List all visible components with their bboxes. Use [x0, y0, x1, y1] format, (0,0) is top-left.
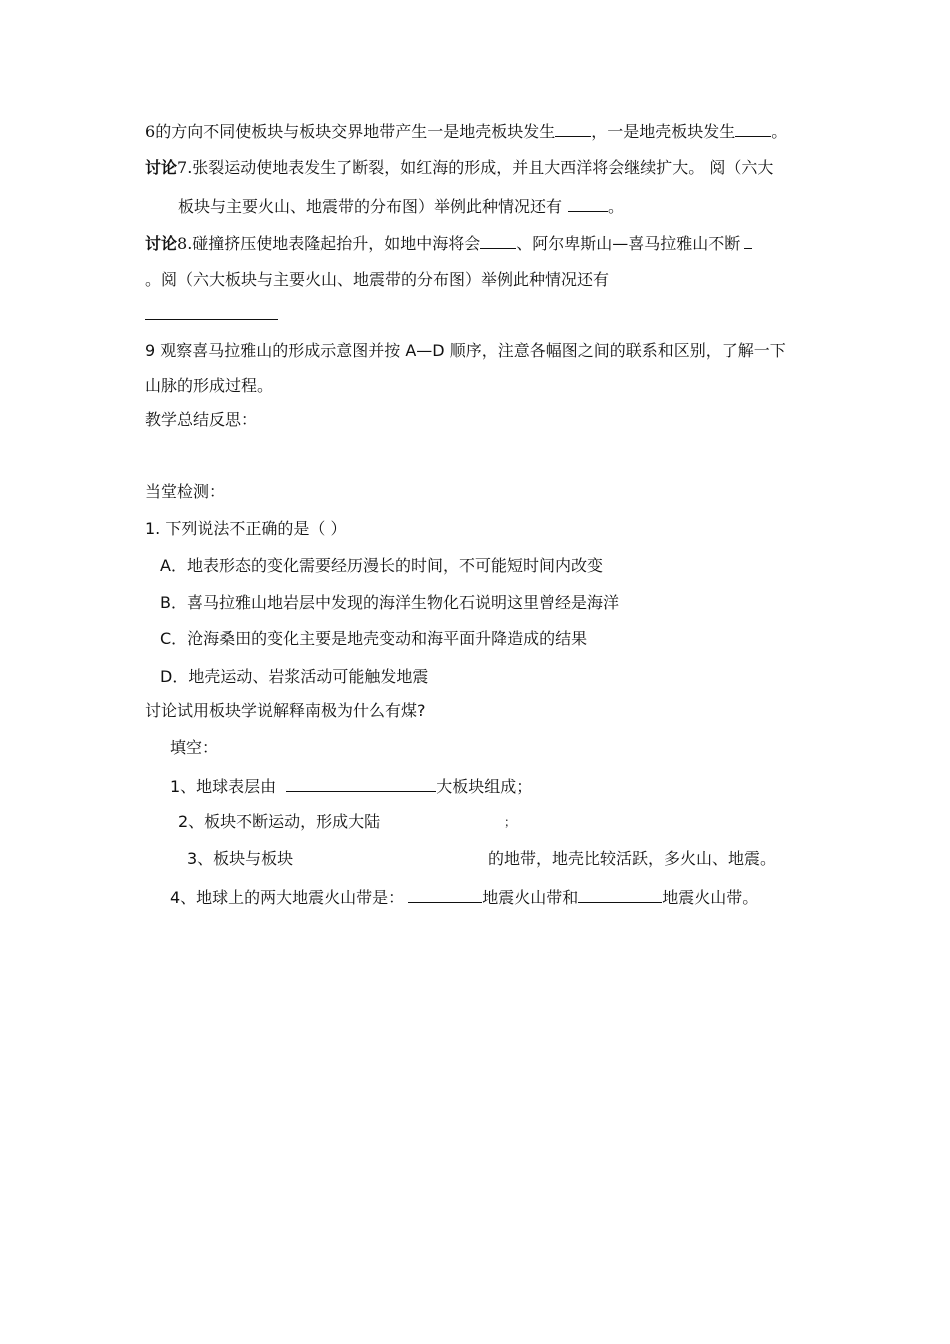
question-6-text-b: ，一是地壳板块发生 — [591, 122, 736, 141]
question-6-blank-1[interactable] — [555, 120, 591, 137]
question-7-end: 。 — [608, 197, 625, 216]
question-7-line-2 — [178, 195, 624, 217]
question-7-tag: 讨论 — [145, 158, 178, 177]
fill-heading: 填空： — [170, 738, 219, 757]
question-8-blank-1[interactable] — [480, 232, 516, 249]
mcq-option-a[interactable]: A．地表形态的变化需要经历漫长的时间，不可能短时间内改变 — [160, 556, 603, 575]
question-7-line-1 — [145, 158, 773, 178]
question-8-text-a: 碰撞挤压使地表隆起抬升，如地中海将会 — [192, 234, 481, 253]
question-7-text-b: 板块与主要火山、地震带的分布图）举例此种情况还有 — [178, 197, 563, 216]
fill-item-3-end — [488, 849, 776, 869]
mcq-option-d[interactable]: D．地壳运动、岩浆活动可能触发地震 — [160, 667, 429, 686]
question-8-text-c: 。阅（六大板块与主要火山、地震带的分布图）举例此种情况还有 — [145, 270, 610, 289]
question-9-text-b: 山脉的形成过程。 — [145, 376, 274, 395]
discussion-question: 讨论试用板块学说解释南极为什么有煤? — [145, 701, 426, 720]
question-9-line-2 — [145, 376, 273, 396]
question-8-tag: 讨论 — [145, 234, 178, 253]
question-8-line-1 — [145, 232, 752, 254]
mcq-question: 1. 下列说法不正确的是（ ） — [145, 519, 347, 538]
fill-item-2 — [178, 812, 380, 832]
check-heading: 当堂检测： — [145, 482, 226, 501]
question-6-blank-2[interactable] — [735, 120, 771, 137]
question-8-blank-2[interactable] — [744, 232, 752, 249]
question-9-text-a: 9 观察喜马拉雅山的形成示意图并按 A—D 顺序，注意各幅图之间的联系和区别，了解一下 — [145, 341, 786, 360]
fill-item-3-start — [187, 849, 293, 869]
summary-heading: 教学总结反思： — [145, 410, 258, 429]
fill-item-1-text-b: 大板块组成； — [436, 777, 533, 796]
fill-item-3-text-a: 3、板块与板块 — [187, 849, 294, 868]
fill-item-4-text-a: 4、地球上的两大地震火山带是： — [170, 888, 405, 907]
fill-item-1-blank[interactable] — [286, 775, 436, 792]
question-6-end: 。 — [771, 122, 788, 141]
question-8-answer-line[interactable] — [145, 319, 278, 320]
fill-item-4-text-b: 地震火山带和 — [482, 888, 579, 907]
question-9-line-1 — [145, 341, 786, 361]
question-6 — [145, 120, 787, 142]
fill-item-4 — [170, 886, 758, 908]
mcq-option-c[interactable]: C．沧海桑田的变化主要是地壳变动和海平面升降造成的结果 — [160, 629, 588, 648]
fill-item-2-text-a: 2、板块不断运动，形成大陆 — [178, 812, 381, 831]
question-6-text-a: 的方向不同使板块与板块交界地带产生一是地壳板块发生 — [155, 122, 556, 141]
question-8-number: 8. — [177, 234, 193, 253]
fill-item-4-blank-2[interactable] — [578, 886, 662, 903]
fill-item-4-text-c: 地震火山带。 — [662, 888, 759, 907]
question-7-blank[interactable] — [568, 195, 608, 212]
question-8-line-2 — [145, 270, 609, 290]
fill-item-4-blank-1[interactable] — [408, 886, 482, 903]
fill-item-1-text-a: 1、地球表层由 — [170, 777, 277, 796]
question-7-number: 7. — [177, 158, 193, 177]
question-6-number: 6 — [145, 122, 156, 141]
question-7-text-a: 张裂运动使地表发生了断裂，如红海的形成，并且大西洋将会继续扩大。 阅（六大 — [192, 158, 774, 177]
fill-item-3-text-b: 的地带，地壳比较活跃，多火山、地震。 — [488, 849, 777, 868]
fill-item-1 — [170, 775, 532, 797]
fill-item-2-end: ； — [504, 815, 517, 829]
mcq-option-b[interactable]: B．喜马拉雅山地岩层中发现的海洋生物化石说明这里曾经是海洋 — [160, 593, 619, 612]
question-8-text-b: 、阿尔卑斯山—喜马拉雅山不断 — [516, 234, 741, 253]
